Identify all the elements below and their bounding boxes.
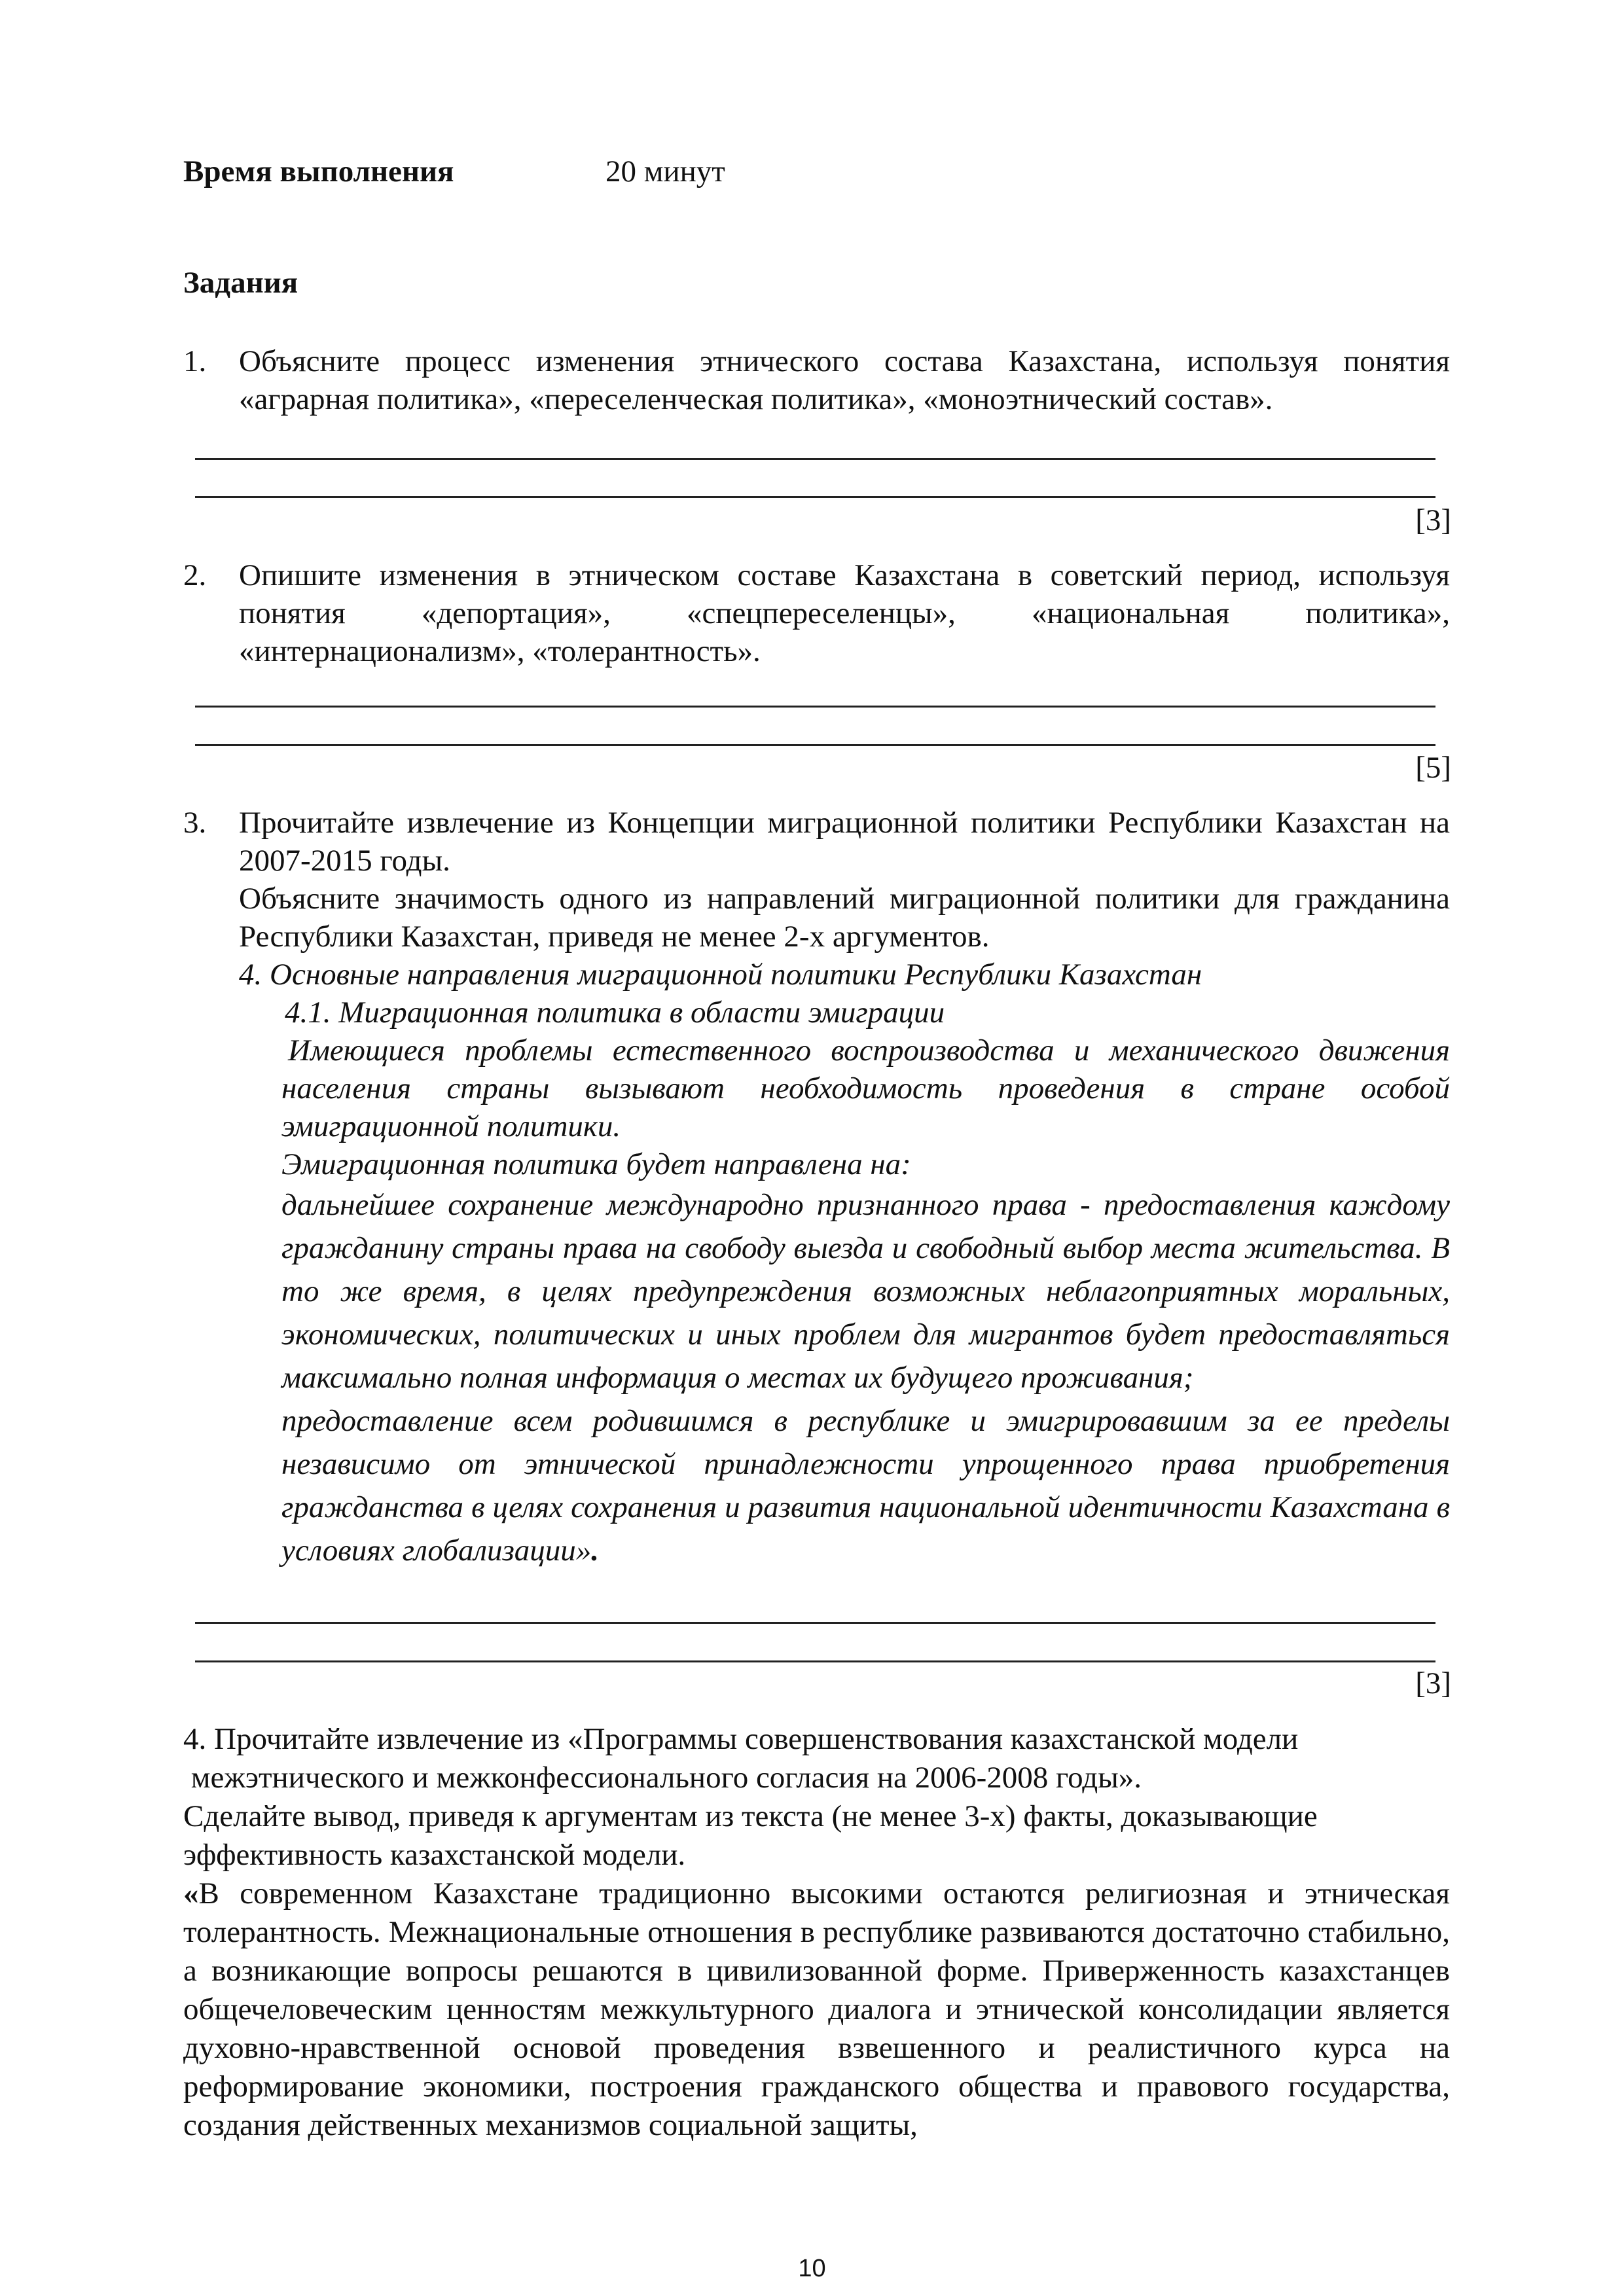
task-4-line: межэтнического и межконфессионального согласия на 2006-2008 годы». (183, 1761, 1142, 1795)
task-1-text: Объясните процесс изменения этнического состава Казахстана, используя понятия «аграрная политика», «переселенческая политика», «моноэтнический состав». (239, 344, 1450, 416)
task-1 (183, 342, 1450, 418)
answer-line (195, 496, 1435, 498)
excerpt-paragraph: дальнейшее сохранение международно признанного права - предоставления каждому гражданину страны права на свободу выезда и свободный выбор места жительства. В то же время, в целях предупреждения возможных неблагоприятных моральных, экономических, политических и иных проблем для мигрантов будет предоставляться максимально полная информация о местах их будущего проживания; (281, 1188, 1450, 1395)
time-value: 20 минут (605, 154, 725, 188)
task-3 (183, 804, 1450, 1572)
task-2-text: Опишите изменения в этническом составе Казахстана в советский период, используя понятия «депортация», «спецпереселенцы», «национальная политика», «интернационализм», «толерантность». (239, 558, 1450, 668)
excerpt-paragraph-text: предоставление всем родившимся в республике и эмигрировавшим за ее пределы независимо от этнической принадлежности упрощенного права приобретения гражданства в целях сохранения и развития национальной идентичности Казахстана в условиях глобализации» (281, 1404, 1450, 1568)
time-row (183, 152, 725, 192)
answer-line (195, 1660, 1435, 1662)
task-4-line: 4. Прочитайте извлечение из «Программы совершенствования казахстанской модели (183, 1722, 1299, 1756)
task-4-quote (183, 1874, 1450, 2145)
answer-line (195, 744, 1435, 746)
task-4-quote-text: В современном Казахстане традиционно высокими остаются религиозная и этническая толерантность. Межнациональные отношения в республике развиваются достаточно стабильно, а возникающие вопросы решаются в цивилизованной форме. Приверженность казахстанцев общечеловеческим ценностям межкультурного диалога и этнической консолидации является духовно-нравственной основой проведения взвешенного и реалистичного курса на реформирование экономики, построения гражданского общества и правового государства, создания действенных механизмов социальной защиты, (183, 1876, 1450, 2142)
task-3-number: 3. (183, 806, 207, 840)
task-2-score: [5] (1415, 751, 1451, 785)
task-3-intro: Прочитайте извлечение из Концепции миграционной политики Республики Казахстан на 2007-2015 годы. (239, 806, 1450, 878)
task-1-number: 1. (183, 344, 207, 378)
answer-line (195, 1622, 1435, 1624)
page-number: 10 (798, 2255, 826, 2282)
answer-line (195, 706, 1435, 708)
time-label: Время выполнения (183, 154, 454, 188)
task-3-question: Объясните значимость одного из направлений миграционной политики для гражданина Республики Казахстан, приведя не менее 2-х аргументов. (239, 882, 1450, 954)
excerpt-heading: 4. Основные направления миграционной политики Республики Казахстан (239, 958, 1202, 992)
excerpt-paragraph: Имеющиеся проблемы естественного воспроизводства и механического движения населения страны вызывают необходимость проведения в стране особой эмиграционной политики. (281, 1033, 1450, 1143)
excerpt-subheading: 4.1. Миграционная политика в области эмиграции (285, 996, 945, 1030)
quote-open-mark: « (183, 1876, 199, 1910)
tasks-title: Задания (183, 266, 298, 300)
task-4-line: Сделайте вывод, приведя к аргументам из текста (не менее 3-х) факты, доказывающие (183, 1799, 1318, 1833)
task-2-number: 2. (183, 558, 207, 592)
task-4-line: эффективность казахстанской модели. (183, 1838, 686, 1872)
excerpt-paragraph: Эмиграционная политика будет направлена на: (281, 1147, 911, 1181)
answer-line (195, 458, 1435, 460)
task-1-score: [3] (1415, 503, 1451, 537)
task-4 (183, 1720, 1450, 2145)
excerpt-paragraph (281, 1399, 1450, 1572)
task-2 (183, 556, 1450, 670)
excerpt-end-period: . (591, 1534, 600, 1568)
task-3-score: [3] (1415, 1666, 1451, 1700)
